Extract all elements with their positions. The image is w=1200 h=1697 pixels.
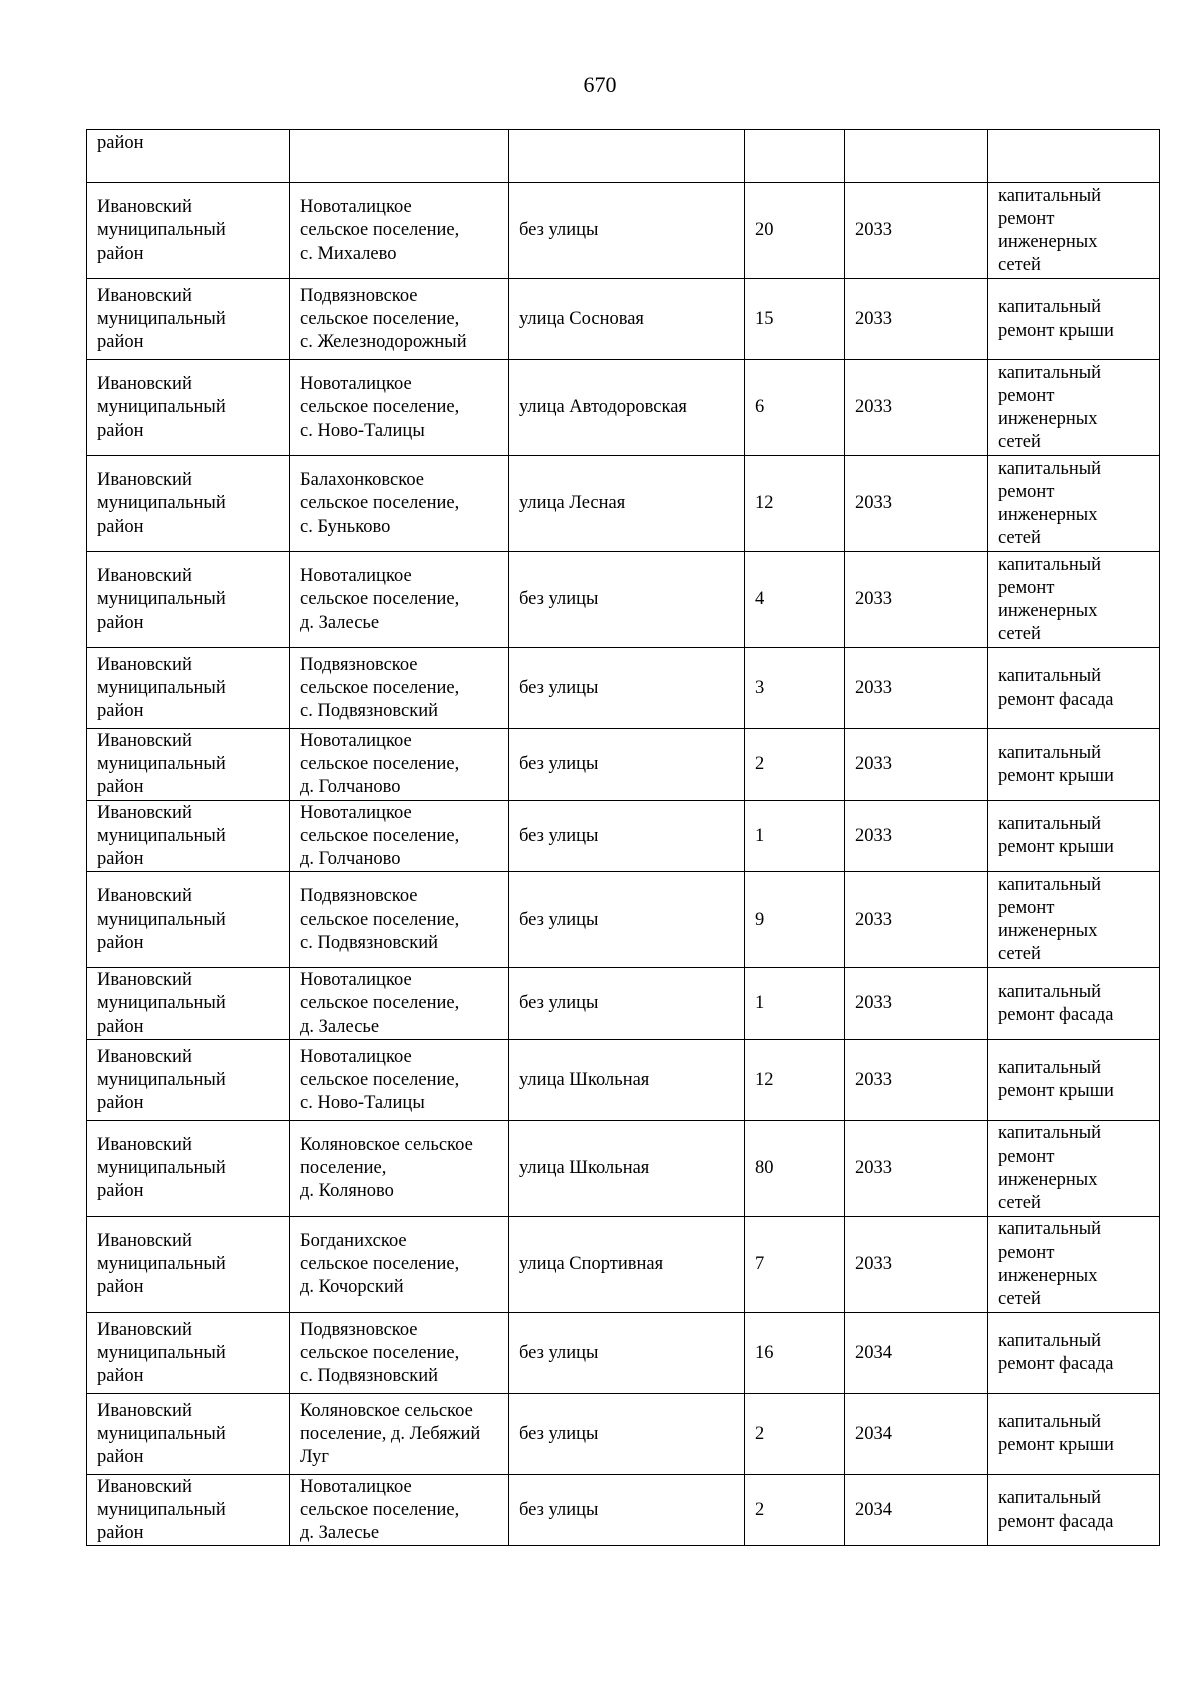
house-number-cell: 7 bbox=[745, 1216, 845, 1312]
settlement-cell: Подвязновское сельское поселение, с. Подвязновский bbox=[290, 1312, 509, 1393]
street-cell: без улицы bbox=[509, 1312, 745, 1393]
work-type-cell: капитальный ремонт крыши bbox=[988, 279, 1160, 360]
settlement-cell: Новоталицкое сельское поселение, д. Залесье bbox=[290, 552, 509, 648]
district-cell: Ивановский муниципальный район bbox=[87, 1039, 290, 1120]
year-cell: 2033 bbox=[845, 183, 988, 279]
street-cell: без улицы bbox=[509, 552, 745, 648]
settlement-cell: Новоталицкое сельское поселение, д. Голчаново bbox=[290, 729, 509, 801]
year-cell: 2033 bbox=[845, 968, 988, 1040]
street-cell: улица Сосновая bbox=[509, 279, 745, 360]
year-cell: 2033 bbox=[845, 360, 988, 456]
district-cell: Ивановский муниципальный район bbox=[87, 648, 290, 729]
work-type-cell: капитальный ремонт крыши bbox=[988, 800, 1160, 872]
settlement-cell: Богданихское сельское поселение, д. Кочорский bbox=[290, 1216, 509, 1312]
district-cell: Ивановский муниципальный район bbox=[87, 968, 290, 1040]
table-row bbox=[87, 1312, 1160, 1393]
district-cell: Ивановский муниципальный район bbox=[87, 872, 290, 968]
housing-repair-table bbox=[86, 129, 1160, 1546]
settlement-cell: Новоталицкое сельское поселение, д. Залесье bbox=[290, 968, 509, 1040]
page-number: 670 bbox=[583, 72, 617, 97]
district-cell: район bbox=[87, 130, 290, 183]
district-cell: Ивановский муниципальный район bbox=[87, 1120, 290, 1216]
settlement-cell: Новоталицкое сельское поселение, с. Ново-Талицы bbox=[290, 1039, 509, 1120]
work-type-cell: капитальный ремонт крыши bbox=[988, 729, 1160, 801]
house-number-cell: 15 bbox=[745, 279, 845, 360]
street-cell bbox=[509, 130, 745, 183]
street-cell: улица Школьная bbox=[509, 1120, 745, 1216]
settlement-cell: Новоталицкое сельское поселение, д. Голчаново bbox=[290, 800, 509, 872]
table-row bbox=[87, 1120, 1160, 1216]
year-cell: 2033 bbox=[845, 872, 988, 968]
year-cell: 2033 bbox=[845, 800, 988, 872]
district-cell: Ивановский муниципальный район bbox=[87, 456, 290, 552]
house-number-cell: 3 bbox=[745, 648, 845, 729]
street-cell: без улицы bbox=[509, 800, 745, 872]
street-cell: без улицы bbox=[509, 1474, 745, 1546]
street-cell: без улицы bbox=[509, 648, 745, 729]
settlement-cell: Подвязновское сельское поселение, с. Подвязновский bbox=[290, 648, 509, 729]
work-type-cell bbox=[988, 130, 1160, 183]
settlement-cell: Новоталицкое сельское поселение, с. Михалево bbox=[290, 183, 509, 279]
year-cell: 2033 bbox=[845, 1039, 988, 1120]
work-type-cell: капитальный ремонт фасада bbox=[988, 1312, 1160, 1393]
street-cell: без улицы bbox=[509, 729, 745, 801]
year-cell: 2034 bbox=[845, 1474, 988, 1546]
house-number-cell: 12 bbox=[745, 1039, 845, 1120]
house-number-cell: 16 bbox=[745, 1312, 845, 1393]
house-number-cell: 1 bbox=[745, 800, 845, 872]
table-row bbox=[87, 183, 1160, 279]
settlement-cell: Подвязновское сельское поселение, с. Железнодорожный bbox=[290, 279, 509, 360]
year-cell: 2034 bbox=[845, 1312, 988, 1393]
district-cell: Ивановский муниципальный район bbox=[87, 1474, 290, 1546]
table-row bbox=[87, 1474, 1160, 1546]
district-cell: Ивановский муниципальный район bbox=[87, 1312, 290, 1393]
year-cell: 2033 bbox=[845, 456, 988, 552]
year-cell: 2033 bbox=[845, 1216, 988, 1312]
district-cell: Ивановский муниципальный район bbox=[87, 729, 290, 801]
house-number-cell: 2 bbox=[745, 729, 845, 801]
district-cell: Ивановский муниципальный район bbox=[87, 1216, 290, 1312]
work-type-cell: капитальный ремонт инженерных сетей bbox=[988, 552, 1160, 648]
house-number-cell bbox=[745, 130, 845, 183]
year-cell: 2033 bbox=[845, 648, 988, 729]
house-number-cell: 9 bbox=[745, 872, 845, 968]
district-cell: Ивановский муниципальный район bbox=[87, 800, 290, 872]
table-row bbox=[87, 1216, 1160, 1312]
table-row-continuation bbox=[87, 130, 1160, 183]
work-type-cell: капитальный ремонт крыши bbox=[988, 1393, 1160, 1474]
street-cell: без улицы bbox=[509, 1393, 745, 1474]
work-type-cell: капитальный ремонт инженерных сетей bbox=[988, 360, 1160, 456]
work-type-cell: капитальный ремонт инженерных сетей bbox=[988, 456, 1160, 552]
house-number-cell: 4 bbox=[745, 552, 845, 648]
street-cell: улица Спортивная bbox=[509, 1216, 745, 1312]
settlement-cell: Коляновское сельское поселение, д. Лебяжий Луг bbox=[290, 1393, 509, 1474]
street-cell: без улицы bbox=[509, 968, 745, 1040]
work-type-cell: капитальный ремонт крыши bbox=[988, 1039, 1160, 1120]
work-type-cell: капитальный ремонт инженерных сетей bbox=[988, 1120, 1160, 1216]
work-type-cell: капитальный ремонт фасада bbox=[988, 968, 1160, 1040]
table-row bbox=[87, 968, 1160, 1040]
year-cell bbox=[845, 130, 988, 183]
settlement-cell bbox=[290, 130, 509, 183]
table-body bbox=[87, 130, 1160, 1546]
year-cell: 2033 bbox=[845, 279, 988, 360]
table-row bbox=[87, 552, 1160, 648]
settlement-cell: Новоталицкое сельское поселение, с. Ново-Талицы bbox=[290, 360, 509, 456]
street-cell: без улицы bbox=[509, 872, 745, 968]
district-cell: Ивановский муниципальный район bbox=[87, 279, 290, 360]
settlement-cell: Балахонковское сельское поселение, с. Буньково bbox=[290, 456, 509, 552]
settlement-cell: Новоталицкое сельское поселение, д. Залесье bbox=[290, 1474, 509, 1546]
house-number-cell: 20 bbox=[745, 183, 845, 279]
table-row bbox=[87, 872, 1160, 968]
district-cell: Ивановский муниципальный район bbox=[87, 183, 290, 279]
work-type-cell: капитальный ремонт инженерных сетей bbox=[988, 872, 1160, 968]
year-cell: 2033 bbox=[845, 729, 988, 801]
street-cell: улица Лесная bbox=[509, 456, 745, 552]
settlement-cell: Коляновское сельское поселение, д. Коляново bbox=[290, 1120, 509, 1216]
table-row bbox=[87, 279, 1160, 360]
house-number-cell: 12 bbox=[745, 456, 845, 552]
house-number-cell: 6 bbox=[745, 360, 845, 456]
work-type-cell: капитальный ремонт фасада bbox=[988, 648, 1160, 729]
work-type-cell: капитальный ремонт инженерных сетей bbox=[988, 1216, 1160, 1312]
house-number-cell: 2 bbox=[745, 1393, 845, 1474]
work-type-cell: капитальный ремонт инженерных сетей bbox=[988, 183, 1160, 279]
table-row bbox=[87, 1039, 1160, 1120]
district-cell: Ивановский муниципальный район bbox=[87, 360, 290, 456]
house-number-cell: 2 bbox=[745, 1474, 845, 1546]
table-row bbox=[87, 800, 1160, 872]
table-row bbox=[87, 729, 1160, 801]
street-cell: улица Школьная bbox=[509, 1039, 745, 1120]
table-row bbox=[87, 1393, 1160, 1474]
work-type-cell: капитальный ремонт фасада bbox=[988, 1474, 1160, 1546]
table-row bbox=[87, 360, 1160, 456]
settlement-cell: Подвязновское сельское поселение, с. Подвязновский bbox=[290, 872, 509, 968]
year-cell: 2034 bbox=[845, 1393, 988, 1474]
table-row bbox=[87, 648, 1160, 729]
street-cell: улица Автодоровская bbox=[509, 360, 745, 456]
year-cell: 2033 bbox=[845, 1120, 988, 1216]
house-number-cell: 1 bbox=[745, 968, 845, 1040]
year-cell: 2033 bbox=[845, 552, 988, 648]
street-cell: без улицы bbox=[509, 183, 745, 279]
house-number-cell: 80 bbox=[745, 1120, 845, 1216]
district-cell: Ивановский муниципальный район bbox=[87, 1393, 290, 1474]
district-cell: Ивановский муниципальный район bbox=[87, 552, 290, 648]
table-row bbox=[87, 456, 1160, 552]
